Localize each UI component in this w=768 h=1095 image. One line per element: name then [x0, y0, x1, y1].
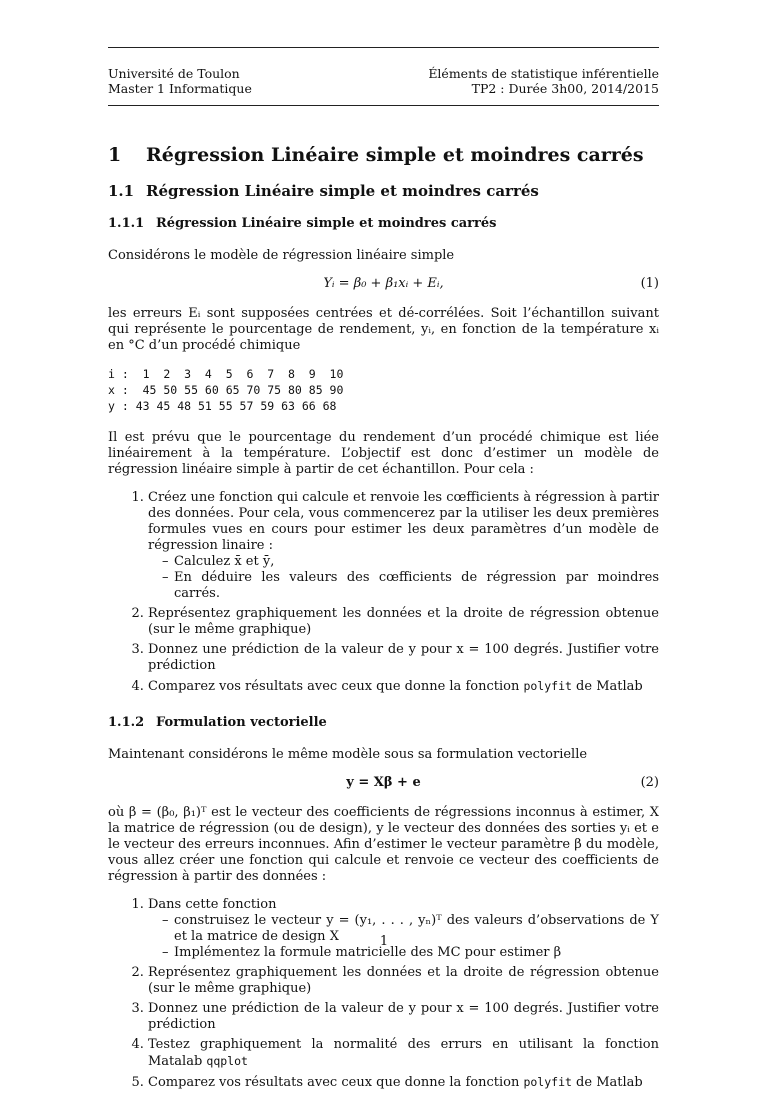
task-1-text: Créez une fonction qui calcule et renvoie les cœfficients à régression à partir des données. Pour cela, vous commencerez par la utiliser les deux premières formules vues en cours pour estimer les deux paramètres d’un modèle de régression linaire : — [148, 490, 659, 553]
list-item: 3. Donnez une prédiction de la valeur de y pour x = 100 degrés. Justifier votre prédiction — [148, 642, 659, 674]
data-table — [108, 366, 659, 414]
task-1-sublist — [148, 554, 659, 602]
header-top-rule — [108, 47, 659, 48]
equation-2-label: (2) — [640, 775, 659, 790]
equation-2-formula: y = Xβ + e — [346, 775, 421, 790]
task-list-2 — [108, 897, 659, 1091]
list-item: 2. Représentez graphiquement les données et la droite de régression obtenue (sur le même graphique) — [148, 965, 659, 997]
header-session: TP2 : Durée 3h00, 2014/2015 — [471, 81, 659, 96]
document-body — [108, 130, 659, 1095]
header-course: Éléments de statistique inférentielle — [428, 66, 659, 81]
subsubsection-title-2: Formulation vectorielle — [156, 715, 327, 730]
subsection-title: Régression Linéaire simple et moindres carrés — [146, 182, 539, 200]
subsubsection-number-2: 1.1.2 — [108, 715, 145, 730]
task-4-suffix: de Matlab — [571, 679, 643, 694]
data-row-x: x : 45 50 55 60 65 70 75 80 85 90 — [108, 383, 344, 397]
intro-paragraph: Considérons le modèle de régression linéaire simple — [108, 248, 455, 263]
list-item — [148, 1074, 659, 1091]
list-item — [148, 897, 659, 961]
task2-4-text: Testez graphiquement la normalité des errurs en utilisant la fonction Matalab — [148, 1037, 659, 1069]
equation-1-formula: Yᵢ = β₀ + β₁xᵢ + Eᵢ, — [323, 276, 444, 291]
vector-paragraph: où β = (β₀, β₁)ᵀ est le vecteur des coefficients de régressions inconnus à estimer, X la matrice de régression (ou de design), y le vecteur des données des sorties yᵢ et e le vecteur des erreurs inconnues. Afin d’estimer le vecteur paramètre β du modèle, vous allez créer une fonction qui calcule et renvoie ce vecteur des coefficients de régression à partir des données : — [108, 805, 659, 884]
task2-1-text: Dans cette fonction — [148, 897, 277, 912]
sub-list-item: – construisez le vecteur y = (y₁, . . . , yₙ)ᵀ des valeurs d’observations de Y et la matrice de design X — [162, 913, 659, 945]
equation-2 — [108, 775, 659, 793]
equation-1 — [108, 276, 659, 294]
subsubsection-number-1: 1.1.1 — [108, 216, 145, 231]
task2-5-suffix: de Matlab — [571, 1075, 643, 1090]
sub-list-item: – Calculez x̄ et ȳ, — [162, 554, 659, 570]
code-polyfit-2: polyfit — [523, 1075, 572, 1089]
data-row-y: y : 43 45 48 51 55 57 59 63 66 68 — [108, 399, 337, 413]
sub-list-item: – En déduire les valeurs des cœfficients de régression par moindres carrés. — [162, 570, 659, 602]
subsection-heading — [108, 182, 659, 200]
code-qqplot: qqplot — [206, 1054, 248, 1068]
intro-paragraph-2: Maintenant considérons le même modèle sous sa formulation vectorielle — [108, 747, 588, 762]
errors-paragraph: les erreurs Eᵢ sont supposées centrées et dé-corrélées. Soit l’échantillon suivant qui représente le pourcentage de rendement, yᵢ, en fonction de la température xᵢ en °C d’un procédé chimique — [108, 306, 659, 353]
list-item — [148, 490, 659, 602]
equation-1-label: (1) — [640, 276, 659, 291]
task-list-1 — [108, 490, 659, 695]
list-item — [148, 1037, 659, 1070]
header-right — [428, 66, 659, 96]
list-item: 2. Représentez graphiquement les données et la droite de régression obtenue (sur le même graphique) — [148, 606, 659, 638]
subsubsection-heading-2 — [108, 715, 659, 731]
header-university: Université de Toulon — [108, 66, 240, 81]
header-bottom-rule — [108, 105, 659, 106]
section-title: Régression Linéaire simple et moindres carrés — [146, 144, 644, 166]
subsubsection-title-1: Régression Linéaire simple et moindres carrés — [156, 216, 497, 231]
section-number: 1 — [108, 144, 122, 166]
sub-list-item: – Implémentez la formule matricielle des MC pour estimer β — [162, 945, 659, 961]
list-item: 3. Donnez une prédiction de la valeur de y pour x = 100 degrés. Justifier votre prédiction — [148, 1001, 659, 1033]
data-row-i: i : 1 2 3 4 5 6 7 8 9 10 — [108, 367, 344, 381]
task-4-text: Comparez vos résultats avec ceux que donne la fonction — [148, 679, 524, 694]
header-left — [108, 66, 252, 96]
task2-5-text: Comparez vos résultats avec ceux que donne la fonction — [148, 1075, 524, 1090]
subsection-number: 1.1 — [108, 182, 135, 200]
subsubsection-heading-1 — [108, 216, 659, 232]
section-heading — [108, 144, 659, 166]
list-item — [148, 678, 659, 695]
header-program: Master 1 Informatique — [108, 81, 252, 96]
code-polyfit: polyfit — [523, 679, 572, 693]
objective-paragraph: Il est prévu que le pourcentage du rendement d’un procédé chimique est liée linéairement à la température. L’objectif est donc d’estimer un modèle de régression linéaire simple à partir de cet échantillon. Pour cela : — [108, 430, 659, 477]
page-number: 1 — [379, 934, 389, 949]
